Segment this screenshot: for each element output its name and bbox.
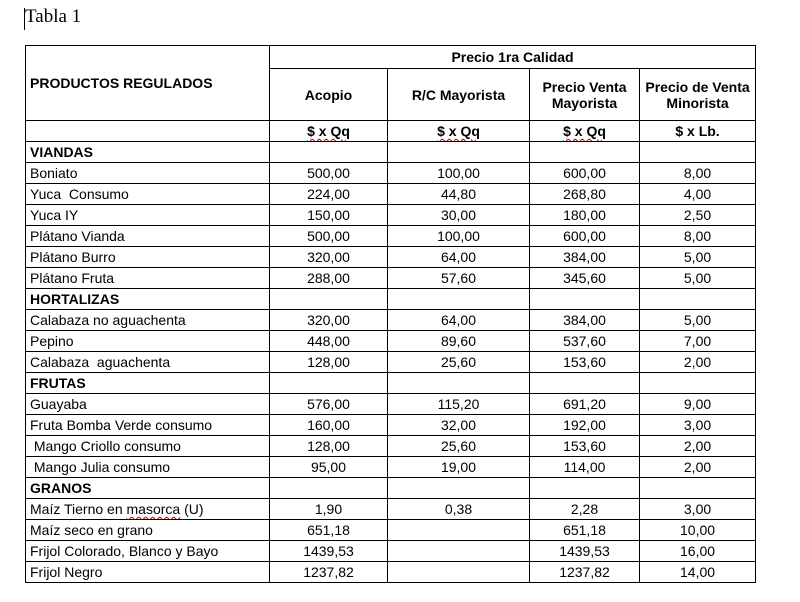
unit-precio-venta-mayorista: $ x Qq [530, 121, 640, 142]
category-empty-cell [388, 289, 530, 310]
table-row [26, 226, 756, 247]
price-cell: 1237,82 [530, 562, 640, 583]
table-row [26, 205, 756, 226]
table-row [26, 331, 756, 352]
price-cell: 25,60 [388, 352, 530, 373]
price-cell: 150,00 [270, 205, 388, 226]
price-cell: 5,00 [640, 310, 756, 331]
col-header-acopio: Acopio [270, 69, 388, 121]
price-cell: 100,00 [388, 226, 530, 247]
price-cell: 537,60 [530, 331, 640, 352]
category-empty-cell [640, 289, 756, 310]
price-cell: 576,00 [270, 394, 388, 415]
price-cell: 600,00 [530, 226, 640, 247]
price-cell: 500,00 [270, 163, 388, 184]
price-cell [388, 541, 530, 562]
unit-acopio: $ x Qq [270, 121, 388, 142]
price-cell: 89,60 [388, 331, 530, 352]
price-cell: 192,00 [530, 415, 640, 436]
table-row [26, 562, 756, 583]
table-row [26, 352, 756, 373]
price-cell: 224,00 [270, 184, 388, 205]
product-name: Mango Julia consumo [26, 457, 270, 478]
price-cell: 320,00 [270, 310, 388, 331]
table-row [26, 184, 756, 205]
units-label-cell [26, 121, 270, 142]
category-name: FRUTAS [26, 373, 270, 394]
price-cell: 2,50 [640, 205, 756, 226]
price-cell: 19,00 [388, 457, 530, 478]
price-cell: 153,60 [530, 436, 640, 457]
category-empty-cell [388, 142, 530, 163]
table-row [26, 310, 756, 331]
price-cell: 5,00 [640, 247, 756, 268]
price-cell [388, 520, 530, 541]
price-cell: 128,00 [270, 436, 388, 457]
col-header-rc-mayorista: R/C Mayorista [388, 69, 530, 121]
table-row [26, 499, 756, 520]
unit-rc-mayorista: $ x Qq [388, 121, 530, 142]
price-cell: 64,00 [388, 310, 530, 331]
price-table [25, 45, 756, 583]
price-cell: 8,00 [640, 163, 756, 184]
table-row [26, 520, 756, 541]
price-cell: 9,00 [640, 394, 756, 415]
unit-precio-venta-minorista: $ x Lb. [640, 121, 756, 142]
product-name: Pepino [26, 331, 270, 352]
price-cell: 30,00 [388, 205, 530, 226]
price-cell: 268,80 [530, 184, 640, 205]
col-header-precio-venta-minorista: Precio de Venta Minorista [640, 69, 756, 121]
category-empty-cell [270, 289, 388, 310]
price-cell: 691,20 [530, 394, 640, 415]
category-row [26, 142, 756, 163]
price-cell: 651,18 [270, 520, 388, 541]
table-row [26, 541, 756, 562]
table-row [26, 436, 756, 457]
category-empty-cell [388, 478, 530, 499]
table-row [26, 457, 756, 478]
price-cell: 384,00 [530, 310, 640, 331]
category-empty-cell [388, 373, 530, 394]
price-cell: 288,00 [270, 268, 388, 289]
category-name: HORTALIZAS [26, 289, 270, 310]
price-cell: 3,00 [640, 499, 756, 520]
price-cell: 0,38 [388, 499, 530, 520]
product-name: Yuca IY [26, 205, 270, 226]
category-row [26, 373, 756, 394]
price-cell: 64,00 [388, 247, 530, 268]
price-cell: 384,00 [530, 247, 640, 268]
price-cell: 2,00 [640, 457, 756, 478]
category-empty-cell [640, 373, 756, 394]
price-cell: 600,00 [530, 163, 640, 184]
category-name: VIANDAS [26, 142, 270, 163]
category-empty-cell [270, 478, 388, 499]
product-name: Calabaza no aguachenta [26, 310, 270, 331]
price-cell: 448,00 [270, 331, 388, 352]
table-row [26, 268, 756, 289]
table-row [26, 415, 756, 436]
product-name: Frijol Negro [26, 562, 270, 583]
price-cell: 5,00 [640, 268, 756, 289]
price-cell: 3,00 [640, 415, 756, 436]
product-name: Yuca Consumo [26, 184, 270, 205]
price-cell: 500,00 [270, 226, 388, 247]
price-group-header: Precio 1ra Calidad [270, 46, 756, 69]
price-cell: 100,00 [388, 163, 530, 184]
products-header: PRODUCTOS REGULADOS [26, 46, 270, 121]
product-name: Fruta Bomba Verde consumo [26, 415, 270, 436]
table-row [26, 163, 756, 184]
price-cell: 57,60 [388, 268, 530, 289]
price-cell: 115,20 [388, 394, 530, 415]
price-cell: 32,00 [388, 415, 530, 436]
price-cell: 1439,53 [270, 541, 388, 562]
price-cell: 8,00 [640, 226, 756, 247]
price-cell: 2,00 [640, 436, 756, 457]
table-row [26, 394, 756, 415]
price-cell: 345,60 [530, 268, 640, 289]
product-name: Plátano Burro [26, 247, 270, 268]
price-cell: 320,00 [270, 247, 388, 268]
col-header-precio-venta-mayorista: Precio Venta Mayorista [530, 69, 640, 121]
category-empty-cell [530, 142, 640, 163]
price-cell: 153,60 [530, 352, 640, 373]
category-empty-cell [530, 478, 640, 499]
category-empty-cell [270, 373, 388, 394]
category-empty-cell [530, 289, 640, 310]
price-cell: 10,00 [640, 520, 756, 541]
price-cell: 114,00 [530, 457, 640, 478]
category-empty-cell [270, 142, 388, 163]
price-cell: 25,60 [388, 436, 530, 457]
price-cell: 44,80 [388, 184, 530, 205]
category-empty-cell [640, 478, 756, 499]
product-name: Mango Criollo consumo [26, 436, 270, 457]
price-cell: 180,00 [530, 205, 640, 226]
price-cell: 128,00 [270, 352, 388, 373]
price-cell: 16,00 [640, 541, 756, 562]
price-cell: 7,00 [640, 331, 756, 352]
product-name: Maíz seco en grano [26, 520, 270, 541]
category-row [26, 289, 756, 310]
category-empty-cell [530, 373, 640, 394]
price-cell: 4,00 [640, 184, 756, 205]
price-cell: 14,00 [640, 562, 756, 583]
price-cell: 160,00 [270, 415, 388, 436]
price-cell: 651,18 [530, 520, 640, 541]
price-cell: 1,90 [270, 499, 388, 520]
document-title: Tabla 1 [25, 6, 82, 27]
price-cell: 2,28 [530, 499, 640, 520]
product-name: Frijol Colorado, Blanco y Bayo [26, 541, 270, 562]
price-cell [388, 562, 530, 583]
price-cell: 1439,53 [530, 541, 640, 562]
category-empty-cell [640, 142, 756, 163]
product-name: Calabaza aguachenta [26, 352, 270, 373]
price-cell: 95,00 [270, 457, 388, 478]
table-row [26, 247, 756, 268]
product-name: Maíz Tierno en masorca (U) [26, 499, 270, 520]
product-name: Plátano Vianda [26, 226, 270, 247]
category-row [26, 478, 756, 499]
price-cell: 1237,82 [270, 562, 388, 583]
product-name: Guayaba [26, 394, 270, 415]
price-cell: 2,00 [640, 352, 756, 373]
category-name: GRANOS [26, 478, 270, 499]
product-name: Plátano Fruta [26, 268, 270, 289]
product-name: Boniato [26, 163, 270, 184]
